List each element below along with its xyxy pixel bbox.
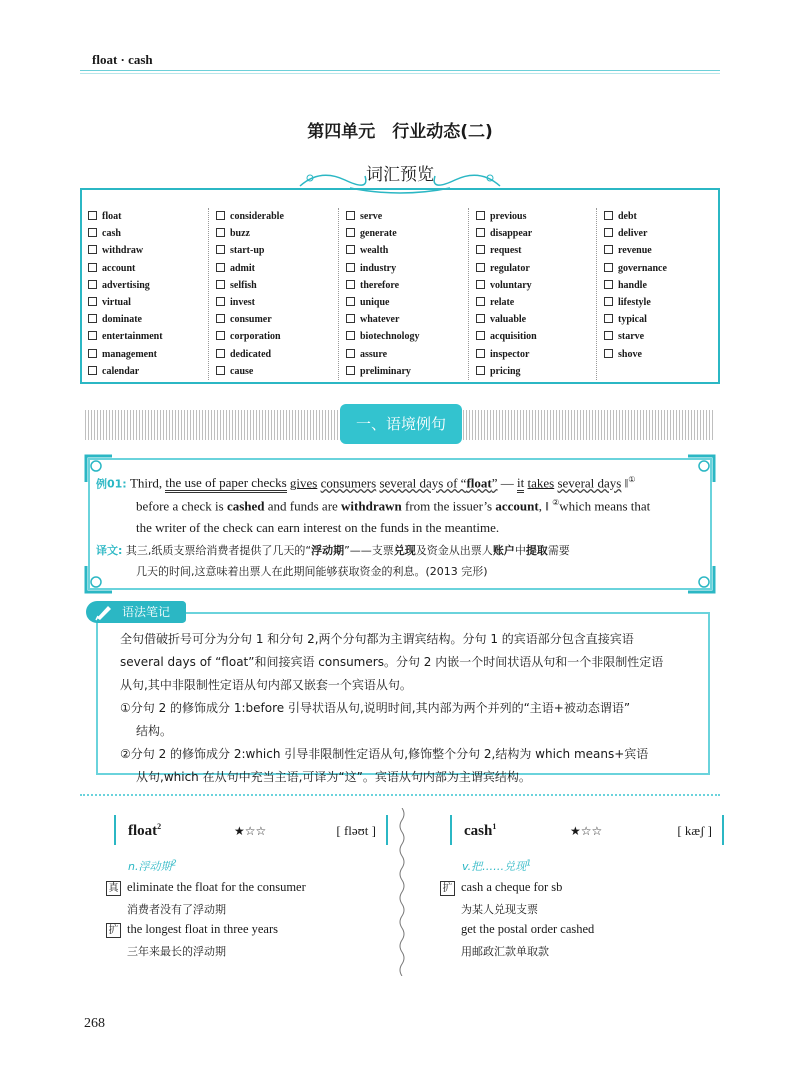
example-sentence-line-1 (96, 475, 706, 491)
predicate: gives (289, 475, 318, 491)
vocab-item[interactable]: dedicated (216, 346, 336, 363)
card-example-translation: 三年来最长的浮动期 (127, 945, 226, 958)
vocab-title: 词汇预览 (366, 165, 434, 185)
vocab-item[interactable]: handle (604, 277, 724, 294)
keyword-cashed: cashed (226, 498, 265, 514)
tag-extend-icon: 扩 (440, 881, 455, 896)
vocab-column-1 (88, 208, 208, 380)
example-sentence-line-2: before a check is cashed and funds are withdrawn from the issuer’s account, ‖ ②which means that (136, 498, 651, 514)
vocab-column-4 (476, 208, 596, 380)
corner-ornament-icon (82, 562, 116, 596)
page-number: 268 (84, 1016, 105, 1031)
grammar-line: 全句借破折号可分为分句 1 和分句 2,两个分句都为主谓宾结构。分句 1 的宾语部分包含直接宾语 (120, 632, 634, 646)
grammar-tab (86, 601, 186, 623)
indirect-object: consumers (320, 475, 377, 491)
subject-phrase: the use of paper checks (165, 475, 286, 493)
vocab-item[interactable]: cash (88, 225, 208, 242)
grammar-line: ②分句 2 的修饰成分 2:which 引导非限制性定语从句,修饰整个分句 2,结构为 which means+宾语 (120, 747, 649, 761)
section-divider (80, 794, 720, 796)
unit-title: 第四单元 行业动态(二) (307, 122, 493, 142)
marker-1: ① (628, 475, 636, 484)
vocab-item[interactable]: assure (346, 346, 466, 363)
object-several-days: several days (557, 475, 622, 491)
vocab-item[interactable]: generate (346, 225, 466, 242)
vocab-divider (208, 208, 210, 380)
direct-object: several days of “float” (379, 475, 498, 491)
vocab-divider (596, 208, 598, 380)
vocab-item[interactable]: whatever (346, 311, 466, 328)
vocab-item[interactable]: start-up (216, 242, 336, 259)
vocab-item[interactable]: inspector (476, 346, 596, 363)
vocab-item[interactable]: therefore (346, 277, 466, 294)
vocab-item[interactable]: industry (346, 260, 466, 277)
translation-line-1: 译文: 其三,纸质支票给消费者提供了几天的“浮动期”——支票兑现及资金从出票人账户中提取需要 (96, 544, 570, 557)
vocab-item[interactable]: unique (346, 294, 466, 311)
vocab-item[interactable]: calendar (88, 363, 208, 380)
card-example-translation: 消费者没有了浮动期 (127, 903, 226, 916)
vocab-item[interactable]: account (88, 260, 208, 277)
running-header: float · cash (92, 52, 153, 67)
translation-label: 译文: (96, 544, 123, 557)
vocab-item[interactable]: virtual (88, 294, 208, 311)
vocab-item[interactable]: entertainment (88, 328, 208, 345)
keyword-float: float (466, 475, 492, 491)
vocab-item[interactable]: consumer (216, 311, 336, 328)
vocab-item[interactable]: wealth (346, 242, 466, 259)
vocab-item[interactable]: typical (604, 311, 724, 328)
vocab-item[interactable]: shove (604, 346, 724, 363)
keyword-account: account (495, 498, 539, 514)
header-rule-2 (80, 73, 720, 74)
example-word: Third, (129, 475, 163, 491)
word-card-cash (450, 815, 724, 845)
vocab-item[interactable]: preliminary (346, 363, 466, 380)
grammar-title: 语法笔记 (122, 605, 171, 619)
card-example: 真 eliminate the float for the consumer (106, 880, 306, 896)
vocab-item[interactable]: selfish (216, 277, 336, 294)
marker-2: ② (552, 498, 560, 507)
vocab-item[interactable]: lifestyle (604, 294, 724, 311)
vocab-item[interactable]: float (88, 208, 208, 225)
vocab-item[interactable]: withdraw (88, 242, 208, 259)
phonetic: [ kæʃ ] (677, 823, 712, 838)
vocab-item[interactable]: advertising (88, 277, 208, 294)
grammar-box-top-rule (186, 612, 710, 614)
vocab-item[interactable]: pricing (476, 363, 596, 380)
vocab-item[interactable]: cause (216, 363, 336, 380)
vocab-item[interactable]: deliver (604, 225, 724, 242)
card-example: 扩 cash a cheque for sb (440, 880, 562, 896)
vocab-item[interactable]: biotechnology (346, 328, 466, 345)
vocab-item[interactable]: acquisition (476, 328, 596, 345)
card-example: get the postal order cashed (461, 922, 595, 936)
vocab-item[interactable]: relate (476, 294, 596, 311)
vocab-column-2 (216, 208, 336, 380)
vocab-item[interactable]: invest (216, 294, 336, 311)
tag-real-icon: 真 (106, 881, 121, 896)
vocab-item[interactable]: considerable (216, 208, 336, 225)
part-of-speech: n.浮动期$^2$ (128, 858, 177, 873)
vocab-item[interactable]: corporation (216, 328, 336, 345)
vocab-item[interactable]: serve (346, 208, 466, 225)
vocab-divider (338, 208, 340, 380)
card-headword: cash$^1$ (464, 822, 497, 839)
card-headword: float$^2$ (128, 822, 162, 839)
vocab-item[interactable]: debt (604, 208, 724, 225)
vocab-item[interactable]: regulator (476, 260, 596, 277)
vocab-item[interactable]: revenue (604, 242, 724, 259)
card-example-translation: 用邮政汇款单取款 (461, 945, 549, 958)
dash: — (500, 475, 514, 491)
card-example: 扩 the longest float in three years (106, 922, 278, 938)
wavy-divider-icon (398, 808, 406, 976)
grammar-text (120, 628, 702, 789)
grammar-line: 从句,其中非限制性定语从句内部又嵌套一个宾语从句。 (120, 678, 412, 692)
vocab-item[interactable]: buzz (216, 225, 336, 242)
grammar-line: ①分句 2 的修饰成分 1:before 引导状语从句,说明时间,其内部为两个并列的“主语+被动态谓语” (120, 701, 631, 715)
phonetic: [ fləʊt ] (336, 823, 376, 838)
vocab-item[interactable]: dominate (88, 311, 208, 328)
vocab-item[interactable]: previous (476, 208, 596, 225)
corner-ornament-icon (684, 562, 718, 596)
vocab-item[interactable]: voluntary (476, 277, 596, 294)
vocab-item[interactable]: admit (216, 260, 336, 277)
difficulty-stars: ★☆☆ (570, 824, 603, 838)
vocab-column-5 (604, 208, 724, 363)
vocab-divider (468, 208, 470, 380)
part-of-speech: v.把……兑现$^1$ (462, 858, 532, 873)
vocab-item[interactable]: management (88, 346, 208, 363)
vocab-item[interactable]: governance (604, 260, 724, 277)
vocab-box (80, 188, 720, 384)
difficulty-stars: ★☆☆ (234, 824, 267, 838)
clause-marker: ‖ (624, 475, 629, 491)
keyword-withdrawn: withdrawn (341, 498, 402, 514)
header-rule (80, 70, 720, 71)
grammar-line: several days of “float”和间接宾语 consumers。分句 2 内嵌一个时间状语从句和一个非限制性定语 (120, 655, 664, 669)
example-sentence-line-3: the writer of the check can earn interest on the funds in the meantime. (136, 520, 500, 535)
vocab-column-3 (346, 208, 466, 380)
example-label: 例01: (96, 477, 127, 491)
tag-extend-icon: 扩 (106, 923, 121, 938)
word-card-float (114, 815, 388, 845)
translation-line-2: 几天的时间,这意味着出票人在此期间能够获取资金的利息。(2013 完形) (136, 565, 488, 578)
pen-icon (94, 603, 114, 621)
grammar-line: 结构。 (136, 724, 173, 738)
section-banner: 一、语境例句 (340, 404, 462, 444)
predicate-takes: takes (527, 475, 555, 491)
grammar-line: 从句,which 在从句中充当主语,可译为“这”。宾语从句内部为主谓宾结构。 (136, 770, 531, 784)
vocab-item[interactable]: request (476, 242, 596, 259)
subject-it: it (517, 475, 524, 493)
vocab-item[interactable]: valuable (476, 311, 596, 328)
vocab-item[interactable]: starve (604, 328, 724, 345)
card-example-translation: 为某人兑现支票 (461, 903, 538, 916)
vocab-item[interactable]: disappear (476, 225, 596, 242)
